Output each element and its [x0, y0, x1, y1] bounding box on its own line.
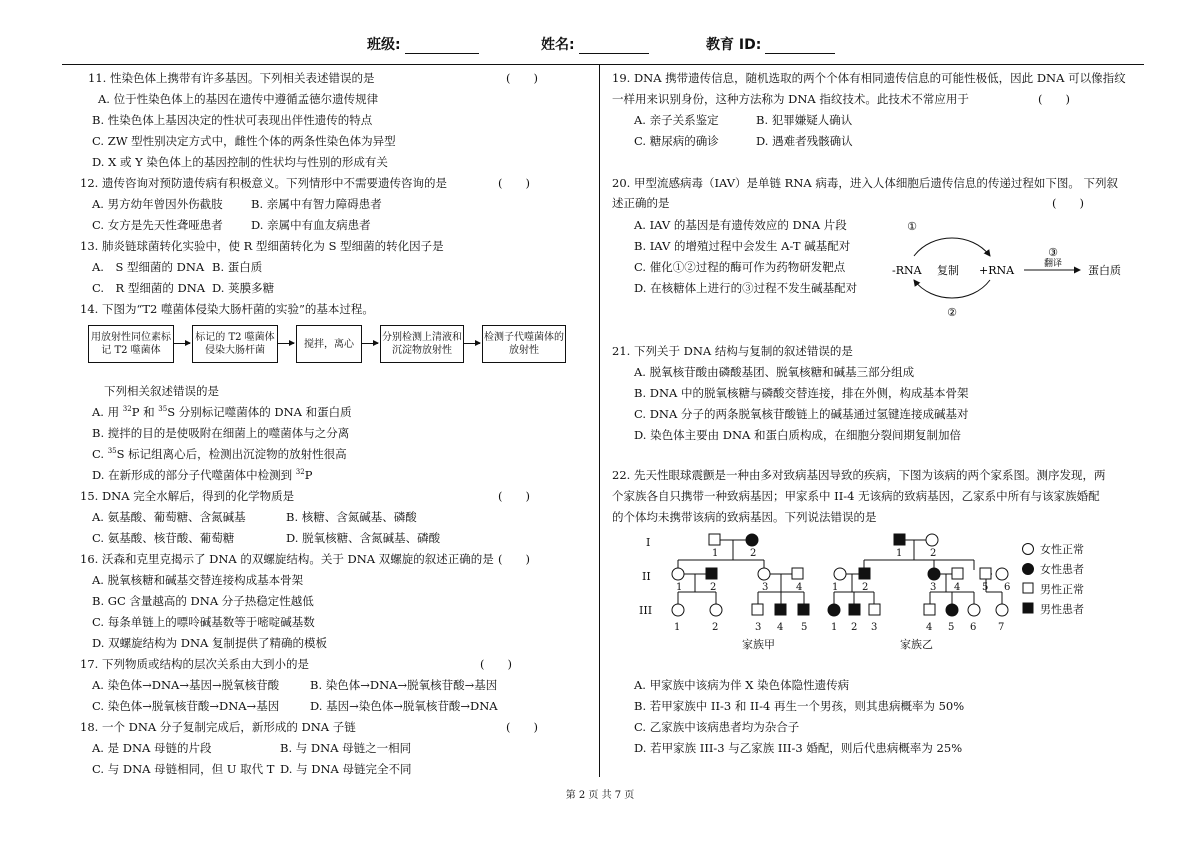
name-label: 姓名: [541, 37, 575, 53]
q21-option-c: C. DNA 分子的两条脱氧核苷酸链上的碱基通过氢键连接成碱基对 [634, 407, 969, 421]
svg-text:6: 6 [1004, 582, 1011, 593]
gen-label-3: III [639, 604, 653, 617]
header-rule [62, 64, 1144, 65]
class-blank[interactable] [405, 39, 479, 54]
fam-b-iii4-male-normal [924, 604, 935, 615]
q14-option-a: A. 用 $^{32}$P 和 $^{35}$S 分别标记噬菌体的 DNA 和蛋白质 [92, 405, 352, 419]
flow-arrow-2 [277, 343, 294, 344]
q18-answer-paren[interactable]: ( ) [506, 720, 538, 734]
legend-male-affected: 男性患者 [1040, 603, 1084, 616]
svg-text:1: 1 [896, 548, 903, 559]
fam-b-iii5-female-affected [946, 604, 958, 616]
legend-female-affected-icon [1023, 564, 1034, 575]
fam-a-iii1-female-normal [672, 604, 684, 616]
flow-step-4: 分别检测上清液和沉淀物放射性 [380, 325, 464, 363]
q15-answer-paren[interactable]: ( ) [498, 489, 530, 503]
flow-step-3: 搅拌，离心 [296, 325, 362, 363]
q16-stem: 16. 沃森和克里克揭示了 DNA 的双螺旋结构。关于 DNA 双螺旋的叙述正确的是 [80, 552, 494, 566]
family-a-caption: 家族甲 [742, 638, 775, 651]
q12-stem: 12. 遗传咨询对预防遗传病有积极意义。下列情形中不需要遗传咨询的是 [80, 176, 447, 190]
q12-option-d: D. 亲属中有血友病患者 [251, 218, 371, 232]
q17-option-b: B. 染色体→DNA→脱氧核苷酸→基因 [310, 678, 498, 692]
replication-arrow-bottom [914, 280, 990, 298]
q21-option-b: B. DNA 中的脱氧核糖与磷酸交替连接，排在外侧，构成基本骨架 [634, 386, 969, 400]
svg-text:5: 5 [982, 582, 989, 593]
q15-option-c: C. 氨基酸、核苷酸、葡萄糖 [92, 531, 235, 545]
q11-stem: 11. 性染色体上携带有许多基因。下列相关表述错误的是 [88, 71, 375, 85]
q20-option-b: B. IAV 的增殖过程中会发生 A-T 碱基配对 [634, 239, 851, 253]
gen-label-1: I [646, 536, 651, 549]
legend-female-normal: 女性正常 [1040, 543, 1084, 556]
q16-answer-paren[interactable]: ( ) [498, 552, 530, 566]
class-field [367, 34, 479, 54]
svg-text:1: 1 [831, 622, 838, 633]
q18-option-c: C. 与 DNA 母链相同，但 U 取代 T [92, 762, 275, 776]
fam-a-ii1-female-normal [672, 568, 684, 580]
column-divider [599, 65, 600, 777]
class-label: 班级: [367, 37, 401, 53]
id-blank[interactable] [765, 39, 835, 54]
translation-label: 翻译 [1043, 259, 1063, 269]
svg-text:3: 3 [930, 582, 937, 593]
svg-text:1: 1 [674, 622, 681, 633]
q15-option-a: A. 氨基酸、葡萄糖、含氮碱基 [92, 510, 246, 524]
q11-option-d: D. X 或 Y 染色体上的基因控制的性状均与性别的形成有关 [92, 155, 388, 169]
flow-arrow-1 [173, 343, 190, 344]
q14-option-b: B. 搅拌的目的是使吸附在细菌上的噬菌体与之分离 [92, 426, 350, 440]
svg-text:6: 6 [970, 622, 977, 633]
id-field [706, 34, 835, 54]
q18-stem: 18. 一个 DNA 分子复制完成后，新形成的 DNA 子链 [80, 720, 356, 734]
q12-option-a: A. 男方幼年曾因外伤截肢 [92, 197, 223, 211]
q14-option-c: C. $^{35}$S 标记组离心后，检测出沉淀物的放射性很高 [92, 447, 347, 461]
fam-b-i2-female-normal [926, 534, 938, 546]
q14-option-d: D. 在新形成的部分子代噬菌体中检测到 $^{32}$P [92, 468, 313, 482]
q12-option-b: B. 亲属中有智力障碍患者 [251, 197, 382, 211]
q13-option-b: B. 蛋白质 [212, 260, 263, 274]
legend-male-affected-icon [1023, 603, 1033, 613]
q22-option-b: B. 若甲家族中 II-3 和 II-4 再生一个男孩，则其患病概率为 50% [634, 699, 965, 713]
q22-stem-line3: 的个体均未携带该病的致病基因。下列说法错误的是 [612, 510, 877, 524]
q15-option-d: D. 脱氧核糖、含氮碱基、磷酸 [286, 531, 441, 545]
step2-marker: ② [947, 306, 957, 318]
svg-text:4: 4 [796, 582, 803, 593]
fam-b-ii3-female-affected [928, 568, 940, 580]
svg-text:3: 3 [871, 622, 878, 633]
q11-option-c: C. ZW 型性别决定方式中，雌性个体的两条性染色体为异型 [92, 134, 396, 148]
svg-text:4: 4 [777, 622, 784, 633]
q20-option-d: D. 在核糖体上进行的③过程不发生碱基配对 [634, 281, 858, 295]
page-footer: 第 2 页 共 7 页 [565, 790, 635, 801]
fam-b-iii2-male-affected [849, 604, 860, 615]
flow-step-2: 标记的 T2 噬菌体侵染大肠杆菌 [192, 325, 278, 363]
exam-header [0, 34, 1200, 58]
q20-option-a: A. IAV 的基因是有遗传效应的 DNA 片段 [634, 218, 847, 232]
svg-text:3: 3 [755, 622, 762, 633]
q11-option-b: B. 性染色体上基因决定的性状可表现出伴性遗传的特点 [92, 113, 373, 127]
svg-text:5: 5 [801, 622, 808, 633]
q19-answer-paren[interactable]: ( ) [1038, 92, 1070, 106]
name-blank[interactable] [579, 39, 649, 54]
fam-a-ii2-male-affected [706, 568, 717, 579]
legend-male-normal: 男性正常 [1040, 583, 1084, 596]
fam-b-ii1-female-normal [834, 568, 846, 580]
fam-a-iii5-male-affected [798, 604, 809, 615]
fam-b-ii5-male-normal [980, 568, 991, 579]
q13-option-d: D. 荚膜多糖 [212, 281, 275, 295]
id-label: 教育 ID: [706, 37, 762, 53]
fam-b-ii4-male-normal [952, 568, 963, 579]
svg-text:5: 5 [948, 622, 955, 633]
q22-option-c: C. 乙家族中该病患者均为杂合子 [634, 720, 800, 734]
svg-text:1: 1 [712, 548, 719, 559]
q22-option-d: D. 若甲家族 III-3 与乙家族 III-3 婚配，则后代患病概率为 25% [634, 741, 963, 755]
name-field [541, 34, 649, 54]
q18-option-b: B. 与 DNA 母链之一相同 [280, 741, 412, 755]
q11-option-a: A. 位于性染色体上的基因在遗传中遵循孟德尔遗传规律 [98, 92, 379, 106]
q17-answer-paren[interactable]: ( ) [480, 657, 512, 671]
svg-text:1: 1 [676, 582, 683, 593]
pedigree-legend [1023, 544, 1034, 614]
svg-text:2: 2 [851, 622, 858, 633]
q13-option-a: A. S 型细菌的 DNA [92, 260, 205, 274]
svg-text:4: 4 [926, 622, 933, 633]
q18-option-a: A. 是 DNA 母链的片段 [92, 741, 212, 755]
q16-option-d: D. 双螺旋结构为 DNA 复制提供了精确的模板 [92, 636, 328, 650]
fam-b-iii1-female-affected [828, 604, 840, 616]
fam-a-i1-male-normal [709, 534, 720, 545]
svg-text:4: 4 [954, 582, 961, 593]
family-b-caption: 家族乙 [900, 638, 933, 651]
flow-step-5: 检测子代噬菌体的放射性 [482, 325, 566, 363]
q11-answer-paren[interactable]: ( ) [506, 71, 538, 85]
q12-answer-paren[interactable]: ( ) [498, 176, 530, 190]
q16-option-a: A. 脱氧核糖和碱基交替连接构成基本骨架 [92, 573, 304, 587]
fam-b-ii2-male-affected [859, 568, 870, 579]
q22-option-a: A. 甲家族中该病为伴 X 染色体隐性遗传病 [634, 678, 850, 692]
fam-b-iii6-female-normal [968, 604, 980, 616]
legend-female-normal-icon [1023, 544, 1034, 555]
q19-option-a: A. 亲子关系鉴定 [634, 113, 719, 127]
q18-option-d: D. 与 DNA 母链完全不同 [280, 762, 412, 776]
q19-option-c: C. 糖尿病的确诊 [634, 134, 719, 148]
q21-option-d: D. 染色体主要由 DNA 和蛋白质构成，在细胞分裂间期复制加倍 [634, 428, 962, 442]
q17-option-a: A. 染色体→DNA→基因→脱氧核苷酸 [92, 678, 280, 692]
svg-text:2: 2 [712, 622, 719, 633]
svg-text:2: 2 [750, 548, 757, 559]
svg-text:1: 1 [832, 582, 839, 593]
q14-substem: 下列相关叙述错误的是 [104, 384, 219, 398]
fam-a-iii2-female-normal [710, 604, 722, 616]
fam-a-ii4-male-normal [792, 568, 803, 579]
legend-female-affected: 女性患者 [1040, 563, 1084, 576]
q21-option-a: A. 脱氧核苷酸由磷酸基团、脱氧核糖和碱基三部分组成 [634, 365, 915, 379]
q19-stem-line1: 19. DNA 携带遗传信息，随机选取的两个个体有相同遗传信息的可能性极低，因此 DNA 可以像指纹 [612, 71, 1126, 85]
q22-stem-line2: 个家族各自只携带一种致病基因；甲家系中 II-4 无该病的致病基因，乙家系中所有与该家族婚配 [612, 489, 1100, 503]
fam-a-ii3-female-normal [758, 568, 770, 580]
q17-option-c: C. 染色体→脱氧核苷酸→DNA→基因 [92, 699, 280, 713]
q16-option-b: B. GC 含量越高的 DNA 分子热稳定性越低 [92, 594, 314, 608]
q22-stem-line1: 22. 先天性眼球震颤是一种由多对致病基因导致的疾病，下图为该病的两个家系图。测序发现，两 [612, 468, 1106, 482]
q17-option-d: D. 基因→染色体→脱氧核苷酸→DNA [310, 699, 498, 713]
step3-marker: ③ [1048, 246, 1058, 259]
flow-arrow-3 [361, 343, 378, 344]
step1-marker: ① [907, 220, 917, 233]
q13-stem: 13. 肺炎链球菌转化实验中，使 R 型细菌转化为 S 型细菌的转化因子是 [80, 239, 444, 253]
fam-b-iii3-male-normal [869, 604, 880, 615]
protein-label: 蛋白质 [1088, 264, 1121, 277]
svg-text:2: 2 [710, 582, 717, 593]
family-b-pedigree [828, 534, 1011, 616]
flow-step-1: 用放射性同位素标记 T2 噬菌体 [88, 325, 174, 363]
q20-answer-paren[interactable]: ( ) [1052, 196, 1084, 210]
q13-option-c: C. R 型细菌的 DNA [92, 281, 206, 295]
q21-stem: 21. 下列关于 DNA 结构与复制的叙述错误的是 [612, 344, 853, 358]
q15-stem: 15. DNA 完全水解后，得到的化学物质是 [80, 489, 295, 503]
svg-text:2: 2 [862, 582, 869, 593]
q19-option-b: B. 犯罪嫌疑人确认 [756, 113, 853, 127]
q20-option-c: C. 催化①②过程的酶可作为药物研发靶点 [634, 260, 846, 274]
fam-a-iii3-male-normal [752, 604, 763, 615]
svg-text:7: 7 [998, 622, 1005, 633]
q22-pedigree-chart [634, 530, 1114, 660]
q17-stem: 17. 下列物质或结构的层次关系由大到小的是 [80, 657, 309, 671]
q12-option-c: C. 女方是先天性聋哑患者 [92, 218, 223, 232]
q16-option-c: C. 每条单链上的嘌呤碱基数等于嘧啶碱基数 [92, 615, 315, 629]
q20-stem-line2: 述正确的是 [612, 196, 670, 210]
fam-a-iii4-male-affected [775, 604, 786, 615]
fam-b-ii6-female-normal [996, 568, 1008, 580]
svg-text:2: 2 [930, 548, 937, 559]
q19-option-d: D. 遇难者残骸确认 [756, 134, 853, 148]
pos-rna-label: +RNA [979, 264, 1015, 277]
fam-b-i1-male-affected [894, 534, 905, 545]
q15-option-b: B. 核糖、含氮碱基、磷酸 [286, 510, 417, 524]
replication-arrow-top [914, 238, 990, 256]
replication-label: 复制 [937, 264, 959, 277]
q20-stem-line1: 20. 甲型流感病毒（IAV）是单链 RNA 病毒，进入人体细胞后遗传信息的传递过程如下图。 下列叙 [612, 176, 1119, 190]
q20-replication-diagram [892, 218, 1132, 318]
q14-stem: 14. 下图为“T2 噬菌体侵染大肠杆菌的实验”的基本过程。 [80, 302, 374, 316]
flow-arrow-4 [463, 343, 480, 344]
family-a-pedigree [672, 534, 809, 616]
neg-rna-label: -RNA [892, 264, 922, 277]
legend-male-normal-icon [1023, 583, 1033, 593]
gen-label-2: II [642, 570, 651, 583]
svg-text:3: 3 [762, 582, 769, 593]
q19-stem-line2: 一样用来识别身份，这种方法称为 DNA 指纹技术。此技术不常应用于 [612, 92, 969, 106]
fam-a-i2-female-affected [746, 534, 758, 546]
fam-b-iii7-female-normal [996, 604, 1008, 616]
